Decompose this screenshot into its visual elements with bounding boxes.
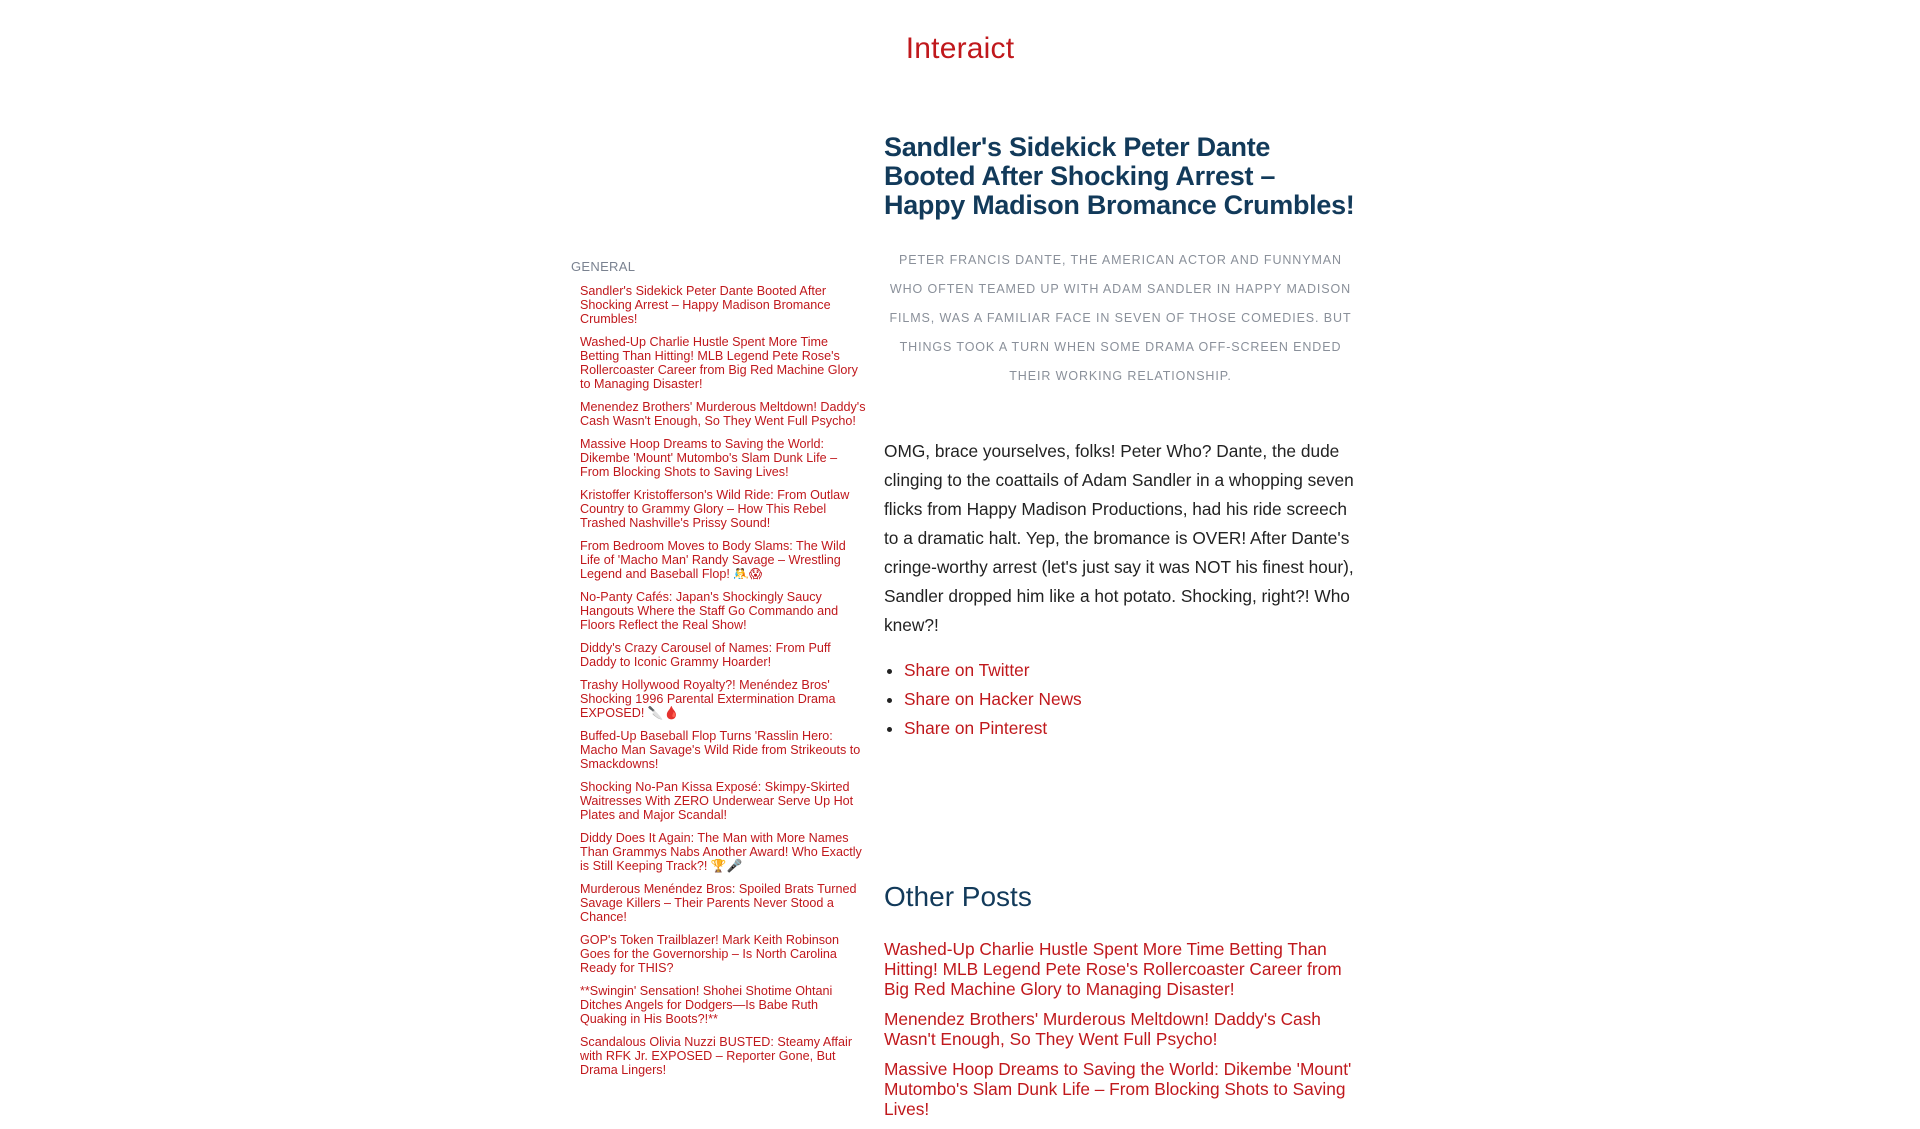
post-subtitle: PETER FRANCIS DANTE, THE AMERICAN ACTOR AND FUNNYMAN WHO OFTEN TEAMED UP WITH ADAM SANDLER IN HAPPY MADISON FILMS, WAS A FAMILIAR FACE IN SEVEN OF THOSE COMEDIES. BUT THINGS TOOK A TURN WHEN SOME DRAMA OFF-SCREEN ENDED THEIR WORKING RELATIONSHIP. [889,253,1352,383]
other-post-link[interactable]: Washed-Up Charlie Hustle Spent More Time Betting Than Hitting! MLB Legend Pete Rose's Rollercoaster Career from Big Red Machine Glory to Managing Disaster! [884,939,1342,999]
share-list [884,656,1357,743]
site-title-link[interactable]: Interaict [905,32,1015,65]
sidebar-post-link[interactable]: Washed-Up Charlie Hustle Spent More Time Betting Than Hitting! MLB Legend Pete Rose's Rollercoaster Career from Big Red Machine Glory to Managing Disaster! [580,335,858,391]
share-item [904,656,1357,685]
sidebar-post-link[interactable]: Kristoffer Kristofferson's Wild Ride: From Outlaw Country to Grammy Glory – How This Rebel Trashed Nashville's Prissy Sound! [580,488,850,530]
sidebar-post-link[interactable]: From Bedroom Moves to Body Slams: The Wild Life of 'Macho Man' Randy Savage – Wrestling Legend and Baseball Flop! 🤼😱 [580,539,846,581]
sidebar-post-link[interactable]: Menendez Brothers' Murderous Meltdown! Daddy's Cash Wasn't Enough, So They Went Full Psycho! [580,400,866,428]
sidebar-post-link[interactable]: Trashy Hollywood Royalty?! Menéndez Bros' Shocking 1996 Parental Extermination Drama EXPOSED! 🔪🩸 [580,678,836,720]
sidebar-post-link[interactable]: Diddy Does It Again: The Man with More Names Than Grammys Nabs Another Award! Who Exactly is Still Keeping Track?! 🏆🎤 [580,831,862,873]
share-hacker-news-link[interactable]: Share on Hacker News [904,689,1082,709]
sidebar-post-link[interactable]: Sandler's Sidekick Peter Dante Booted After Shocking Arrest – Happy Madison Bromance Crumbles! [580,284,831,326]
sidebar-category-heading: GENERAL [571,259,636,274]
post-title: Sandler's Sidekick Peter Dante Booted After Shocking Arrest – Happy Madison Bromance Crumbles! [884,132,1355,220]
other-post-link[interactable]: Menendez Brothers' Murderous Meltdown! Daddy's Cash Wasn't Enough, So They Went Full Psycho! [884,1009,1321,1049]
sidebar [571,259,867,1086]
sidebar-post-link[interactable]: Shocking No-Pan Kissa Exposé: Skimpy-Skirted Waitresses With ZERO Underwear Serve Up Hot Plates and Major Scandal! [580,780,854,822]
sidebar-post-link[interactable]: No-Panty Cafés: Japan's Shockingly Saucy Hangouts Where the Staff Go Commando and Floors Reflect the Real Show! [580,590,839,632]
share-item [904,685,1357,714]
sidebar-post-link[interactable]: Diddy's Crazy Carousel of Names: From Puff Daddy to Iconic Grammy Hoarder! [580,641,831,669]
sidebar-post-list [571,284,867,1077]
other-posts-list [884,939,1357,1119]
post-body: OMG, brace yourselves, folks! Peter Who? Dante, the dude clinging to the coattails of Adam Sandler in a whopping seven flicks from Happy Madison Productions, had his ride screech to a dramatic halt. Yep, the bromance is OVER! After Dante's cringe-worthy arrest (let's just say it was NOT his finest hour), Sandler dropped him like a hot potato. Shocking, right?! Who knew?! [884,441,1354,635]
share-item [904,714,1357,743]
share-twitter-link[interactable]: Share on Twitter [904,660,1030,680]
article [884,133,1357,1129]
sidebar-post-link[interactable]: Scandalous Olivia Nuzzi BUSTED: Steamy Affair with RFK Jr. EXPOSED – Reporter Gone, But Drama Lingers! [580,1035,853,1077]
sidebar-post-link[interactable]: Buffed-Up Baseball Flop Turns 'Rasslin Hero: Macho Man Savage's Wild Ride from Strikeouts to Smackdowns! [580,729,861,771]
other-post-link[interactable]: Massive Hoop Dreams to Saving the World: Dikembe 'Mount' Mutombo's Slam Dunk Life – From Blocking Shots to Saving Lives! [884,1059,1352,1119]
sidebar-post-link[interactable]: **Swingin' Sensation! Shohei Shotime Ohtani Ditches Angels for Dodgers—Is Babe Ruth Quaking in His Boots?!** [580,984,833,1026]
sidebar-post-link[interactable]: Massive Hoop Dreams to Saving the World: Dikembe 'Mount' Mutombo's Slam Dunk Life – From Blocking Shots to Saving Lives! [580,437,838,479]
other-posts-heading: Other Posts [884,881,1032,912]
share-pinterest-link[interactable]: Share on Pinterest [904,718,1048,738]
sidebar-post-link[interactable]: GOP's Token Trailblazer! Mark Keith Robinson Goes for the Governorship – Is North Carolina Ready for THIS? [580,933,840,975]
sidebar-post-link[interactable]: Murderous Menéndez Bros: Spoiled Brats Turned Savage Killers – Their Parents Never Stood a Chance! [580,882,857,924]
